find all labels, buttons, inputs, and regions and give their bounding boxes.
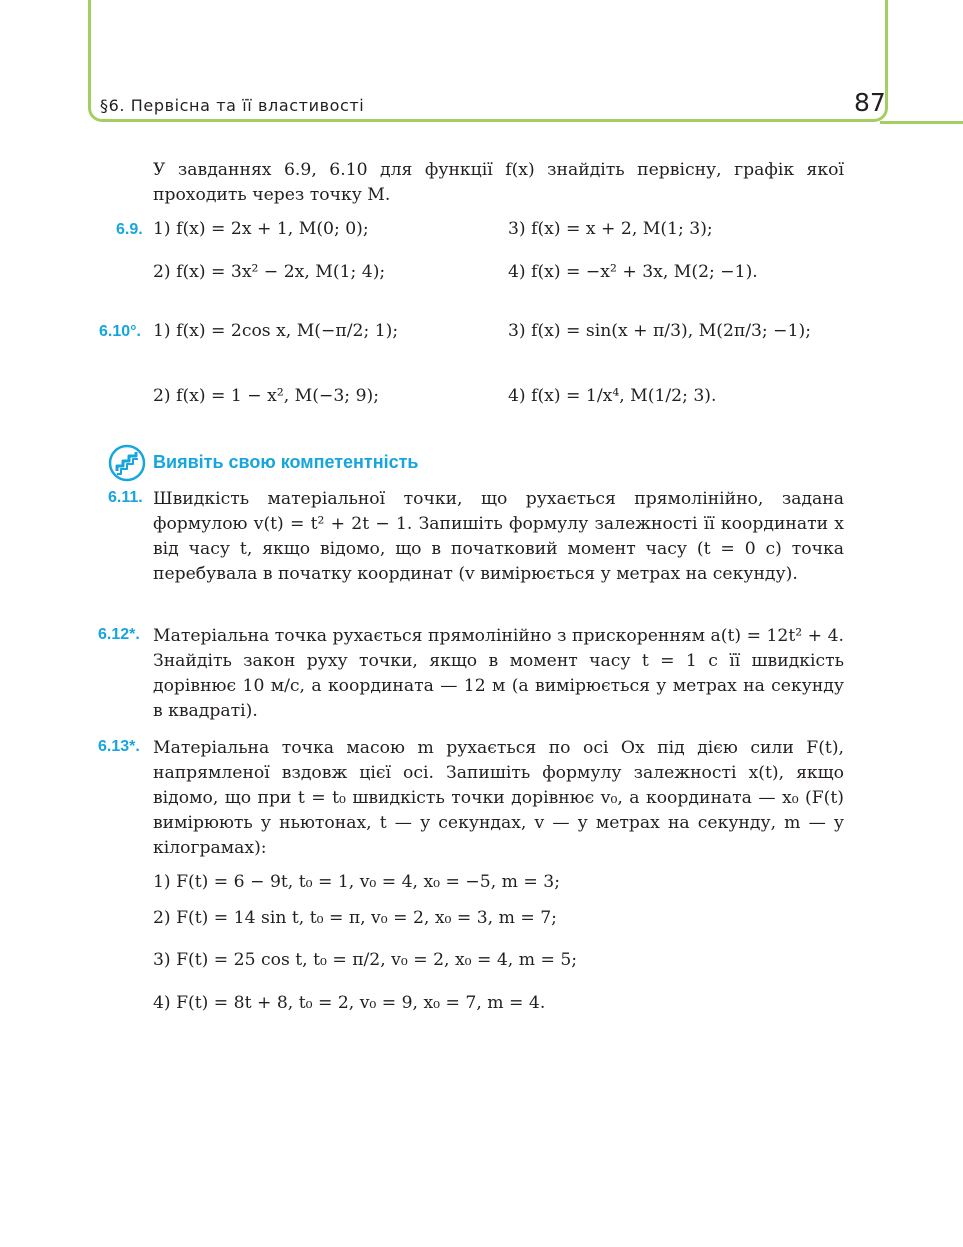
exercise-6-12-text: Матеріальна точка рухається прямолінійно з прискоренням a(t) = 12t² + 4. Знайдіть закон руху точки, якщо в момент часу t = 1 с її швидкість дорівнює 10 м/с, а координата — 12 м (a вимірюється у метрах на секунду в квадраті). (153, 626, 844, 721)
intro-paragraph: У завданнях 6.9, 6.10 для функції f(x) знайдіть первісну, графік якої проходить через точку M. (153, 160, 844, 205)
exercise-6-9-item-4: 4) f(x) = −x² + 3x, M(2; −1). (508, 262, 758, 282)
competence-heading: Виявіть свою компетентність (153, 452, 419, 472)
exercise-6-10-item-1: 1) f(x) = 2cos x, M(−π/2; 1); (153, 321, 399, 341)
exercise-6-9-item-1: 1) f(x) = 2x + 1, M(0; 0); (153, 219, 369, 239)
page-number: 87 (854, 88, 886, 117)
exercise-6-10-item-3: 3) f(x) = sin(x + π/3), M(2π/3; −1); (508, 321, 812, 341)
exercise-6-9-item-3: 3) f(x) = x + 2, M(1; 3); (508, 219, 713, 239)
exercise-6-10-item-4: 4) f(x) = 1/x⁴, M(1/2; 3). (508, 386, 717, 406)
exercise-6-13-text: Матеріальна точка масою m рухається по осі Ox під дією сили F(t), напрямленої вздовж цієї осі. Запишіть формулу залежності x(t), якщо відомо, що при t = t₀ швидкість точки дорівнює v₀, а координата — x₀ (F(t) вимірюють у ньютонах, t — у секундах, v — у метрах на секунду, m — у кілограмах): (153, 738, 844, 858)
exercise-6-10-item-2: 2) f(x) = 1 − x², M(−3; 9); (153, 386, 379, 406)
exercise-number-6-11: 6.11. (108, 489, 143, 506)
exercise-6-13-item-1: 1) F(t) = 6 − 9t, t₀ = 1, v₀ = 4, x₀ = −5, m = 3; (153, 872, 561, 892)
running-header: §6. Первісна та її властивості (100, 96, 365, 115)
exercise-6-9-item-2: 2) f(x) = 3x² − 2x, M(1; 4); (153, 262, 386, 282)
exercise-6-11-text: Швидкість матеріальної точки, що рухається прямолінійно, задана формулою v(t) = t² + 2t − 1. Запишіть формулу залежності її координати x від часу t, якщо відомо, що в початковий момент часу (t = 0 с) точка перебувала в початку координат (v вимірюється у метрах на секунду). (153, 489, 844, 584)
exercise-number-6-12: 6.12*. (98, 626, 140, 643)
exercise-6-13-item-2: 2) F(t) = 14 sin t, t₀ = π, v₀ = 2, x₀ = 3, m = 7; (153, 908, 557, 928)
exercise-number-6-10: 6.10°. (99, 323, 141, 340)
stairs-icon (108, 444, 146, 482)
exercise-6-13-item-4: 4) F(t) = 8t + 8, t₀ = 2, v₀ = 9, x₀ = 7, m = 4. (153, 993, 546, 1013)
page-tab-line (880, 121, 963, 124)
exercise-number-6-13: 6.13*. (98, 738, 140, 755)
exercise-6-13-item-3: 3) F(t) = 25 cos t, t₀ = π/2, v₀ = 2, x₀ = 4, m = 5; (153, 950, 578, 970)
exercise-number-6-9: 6.9. (116, 221, 143, 238)
